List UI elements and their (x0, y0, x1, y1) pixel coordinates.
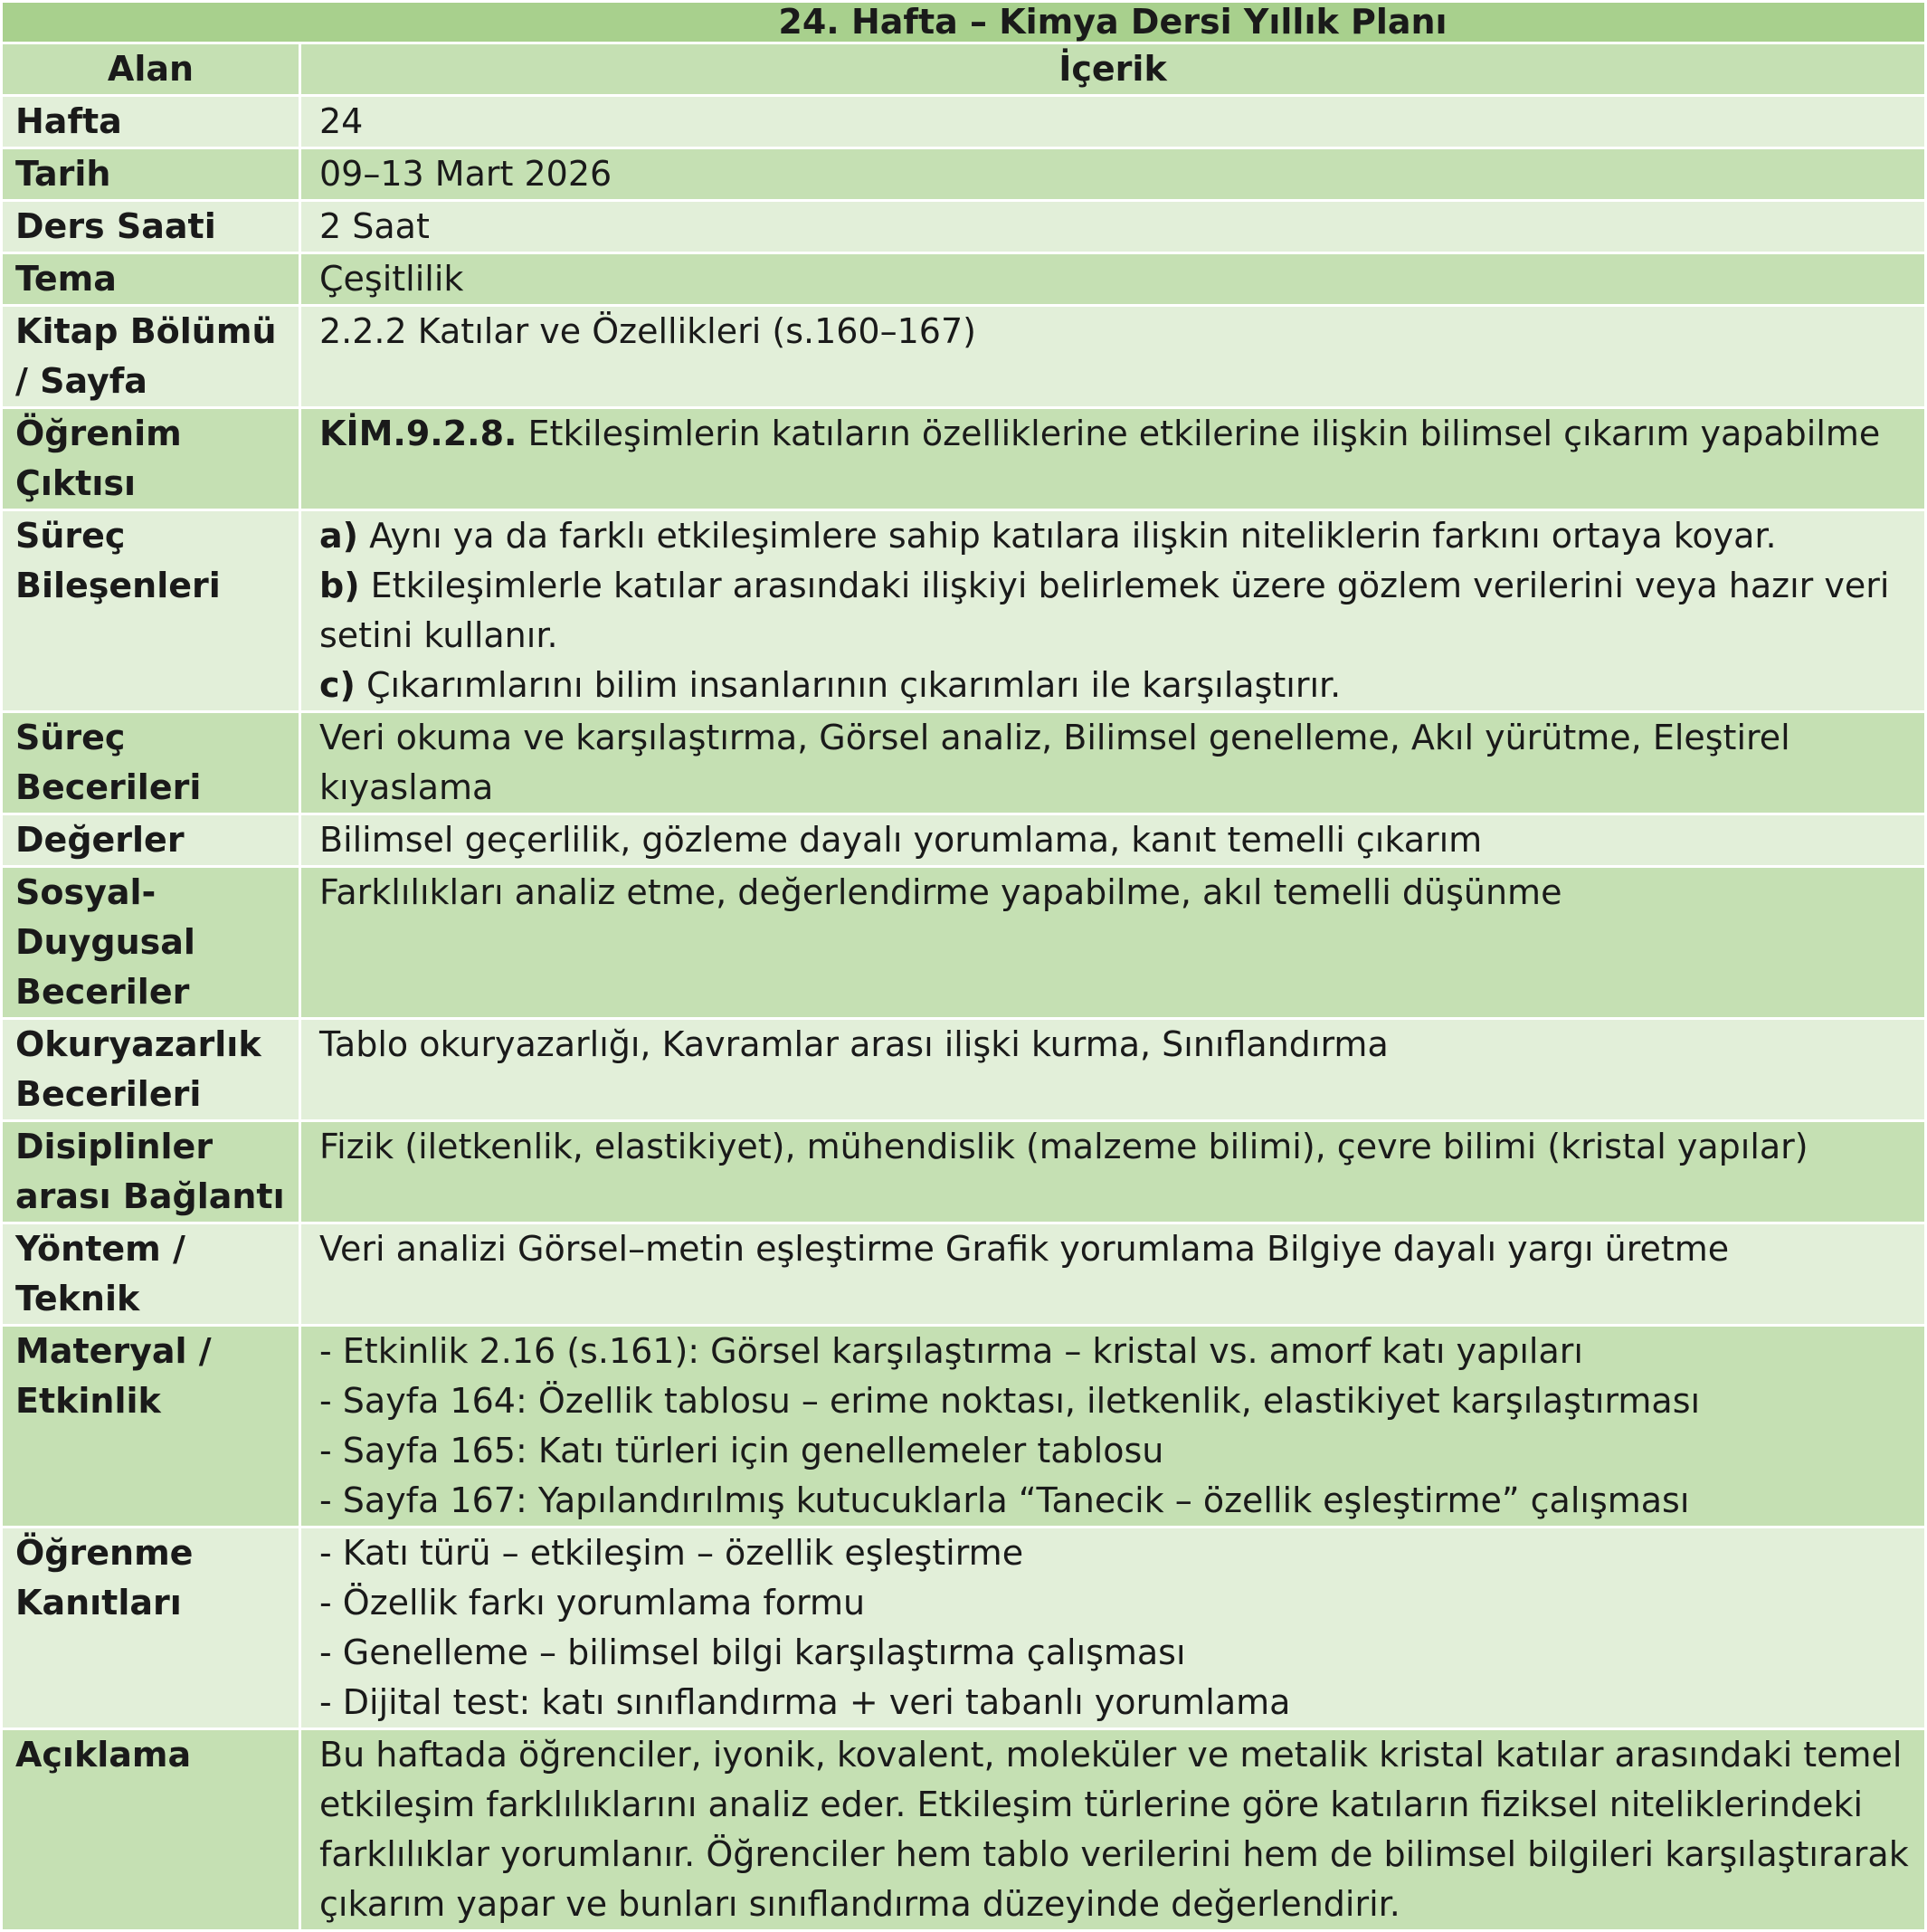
table-row-yontem-teknik (2, 1223, 1926, 1326)
plan-title (2, 2, 1926, 43)
table-row-aciklama (2, 1729, 1926, 1931)
table-row-ogrenme-kanitlari (2, 1528, 1926, 1729)
value-ogrenim-ciktisi (300, 408, 1926, 510)
label-tarih: Tarih (2, 148, 300, 201)
value-sosyal-duygusal: Farklılıkları analiz etme, değerlendirme yapabilme, akıl temelli düşünme (300, 867, 1926, 1019)
label-kitap-bolumu: Kitap Bölümü / Sayfa (2, 306, 300, 408)
list-item (319, 661, 1915, 710)
table-row-degerler (2, 814, 1926, 867)
table-row-ders-saati (2, 201, 1926, 253)
list-item (319, 561, 1915, 661)
list-item: - Sayfa 164: Özellik tablosu – erime noktası, iletkenlik, elastikiyet karşılaştırması (319, 1381, 1701, 1421)
value-tarih: 09–13 Mart 2026 (300, 148, 1926, 201)
table-row-disiplinler-arasi (2, 1121, 1926, 1223)
value-hafta: 24 (300, 96, 1926, 148)
outcome-code: KİM.9.2.8. (319, 414, 517, 453)
value-surec-bilesenleri (300, 510, 1926, 712)
table-row-okuryazarlik (2, 1019, 1926, 1121)
title-row (2, 2, 1926, 43)
label-degerler: Değerler (2, 814, 300, 867)
list-item: - Genelleme – bilimsel bilgi karşılaştırma çalışması (319, 1632, 1186, 1672)
value-materyal-etkinlik (300, 1326, 1926, 1528)
item-text: Aynı ya da farklı etkileşimlere sahip katılara ilişkin niteliklerin farkını ortaya koyar. (358, 516, 1777, 556)
header-row (2, 43, 1926, 96)
label-ogrenme-kanitlari: Öğrenme Kanıtları (2, 1528, 300, 1729)
item-prefix: c) (319, 665, 356, 705)
header-alan: Alan (2, 43, 300, 96)
label-aciklama: Açıklama (2, 1729, 300, 1931)
list-item (319, 511, 1915, 561)
table-row-tarih (2, 148, 1926, 201)
value-okuryazarlik: Tablo okuryazarlığı, Kavramlar arası ilişki kurma, Sınıflandırma (300, 1019, 1926, 1121)
label-hafta: Hafta (2, 96, 300, 148)
table-row-sosyal-duygusal (2, 867, 1926, 1019)
label-disiplinler-arasi: Disiplinler arası Bağlantı (2, 1121, 300, 1223)
table-row-hafta (2, 96, 1926, 148)
item-text: Çıkarımlarını bilim insanlarının çıkarımları ile karşılaştırır. (355, 665, 1342, 705)
outcome-text: Etkileşimlerin katıların özelliklerine etkilerine ilişkin bilimsel çıkarım yapabilme (517, 414, 1881, 453)
label-tema: Tema (2, 253, 300, 306)
table-row-surec-bilesenleri (2, 510, 1926, 712)
list-item: - Katı türü – etkileşim – özellik eşleştirme (319, 1533, 1024, 1573)
value-kitap-bolumu: 2.2.2 Katılar ve Özellikleri (s.160–167) (300, 306, 1926, 408)
label-okuryazarlik: Okuryazarlık Becerileri (2, 1019, 300, 1121)
label-surec-bilesenleri: Süreç Bileşenleri (2, 510, 300, 712)
item-prefix: b) (319, 566, 360, 605)
label-ogrenim-ciktisi: Öğrenim Çıktısı (2, 408, 300, 510)
value-ders-saati: 2 Saat (300, 201, 1926, 253)
label-sosyal-duygusal: Sosyal-Duygusal Beceriler (2, 867, 300, 1019)
value-aciklama: Bu haftada öğrenciler, iyonik, kovalent, moleküler ve metalik kristal katılar arasındaki temel etkileşim farklılıklarını analiz eder. Etkileşim türlerine göre katıların fiziksel niteliklerindeki farklılıklar yorumlanır. Öğrenciler hem tablo verilerini hem de bilimsel bilgileri karşılaştırarak çıkarım yapar ve bunları sınıflandırma düzeyinde değerlendirir. (300, 1729, 1926, 1931)
table-row-ogrenim-ciktisi (2, 408, 1926, 510)
label-surec-becerileri: Süreç Becerileri (2, 712, 300, 814)
value-disiplinler-arasi: Fizik (iletkenlik, elastikiyet), mühendislik (malzeme bilimi), çevre bilimi (kristal yapılar) (300, 1121, 1926, 1223)
table-row-kitap-bolumu (2, 306, 1926, 408)
item-prefix: a) (319, 516, 359, 556)
label-materyal-etkinlik: Materyal / Etkinlik (2, 1326, 300, 1528)
list-item: - Sayfa 167: Yapılandırılmış kutucuklarla “Tanecik – özellik eşleştirme” çalışması (319, 1480, 1690, 1520)
plan-title-text: 24. Hafta – Kimya Dersi Yıllık Planı (778, 2, 1448, 42)
header-icerik: İçerik (300, 43, 1926, 96)
value-surec-becerileri: Veri okuma ve karşılaştırma, Görsel analiz, Bilimsel genelleme, Akıl yürütme, Eleştirel kıyaslama (300, 712, 1926, 814)
value-degerler: Bilimsel geçerlilik, gözleme dayalı yorumlama, kanıt temelli çıkarım (300, 814, 1926, 867)
list-item: - Dijital test: katı sınıflandırma + veri tabanlı yorumlama (319, 1682, 1291, 1722)
value-ogrenme-kanitlari (300, 1528, 1926, 1729)
list-item: - Özellik farkı yorumlama formu (319, 1583, 866, 1623)
label-ders-saati: Ders Saati (2, 201, 300, 253)
table-row-materyal-etkinlik (2, 1326, 1926, 1528)
list-item: - Sayfa 165: Katı türleri için genellemeler tablosu (319, 1431, 1164, 1470)
item-text: Etkileşimlerle katılar arasındaki ilişkiyi belirlemek üzere gözlem verilerini veya hazır veri setini kullanır. (319, 566, 1890, 655)
list-item: - Etkinlik 2.16 (s.161): Görsel karşılaştırma – kristal vs. amorf katı yapıları (319, 1331, 1583, 1371)
value-yontem-teknik: Veri analizi Görsel–metin eşleştirme Grafik yorumlama Bilgiye dayalı yargı üretme (300, 1223, 1926, 1326)
table-row-tema (2, 253, 1926, 306)
table-row-surec-becerileri (2, 712, 1926, 814)
value-tema: Çeşitlilik (300, 253, 1926, 306)
label-yontem-teknik: Yöntem / Teknik (2, 1223, 300, 1326)
